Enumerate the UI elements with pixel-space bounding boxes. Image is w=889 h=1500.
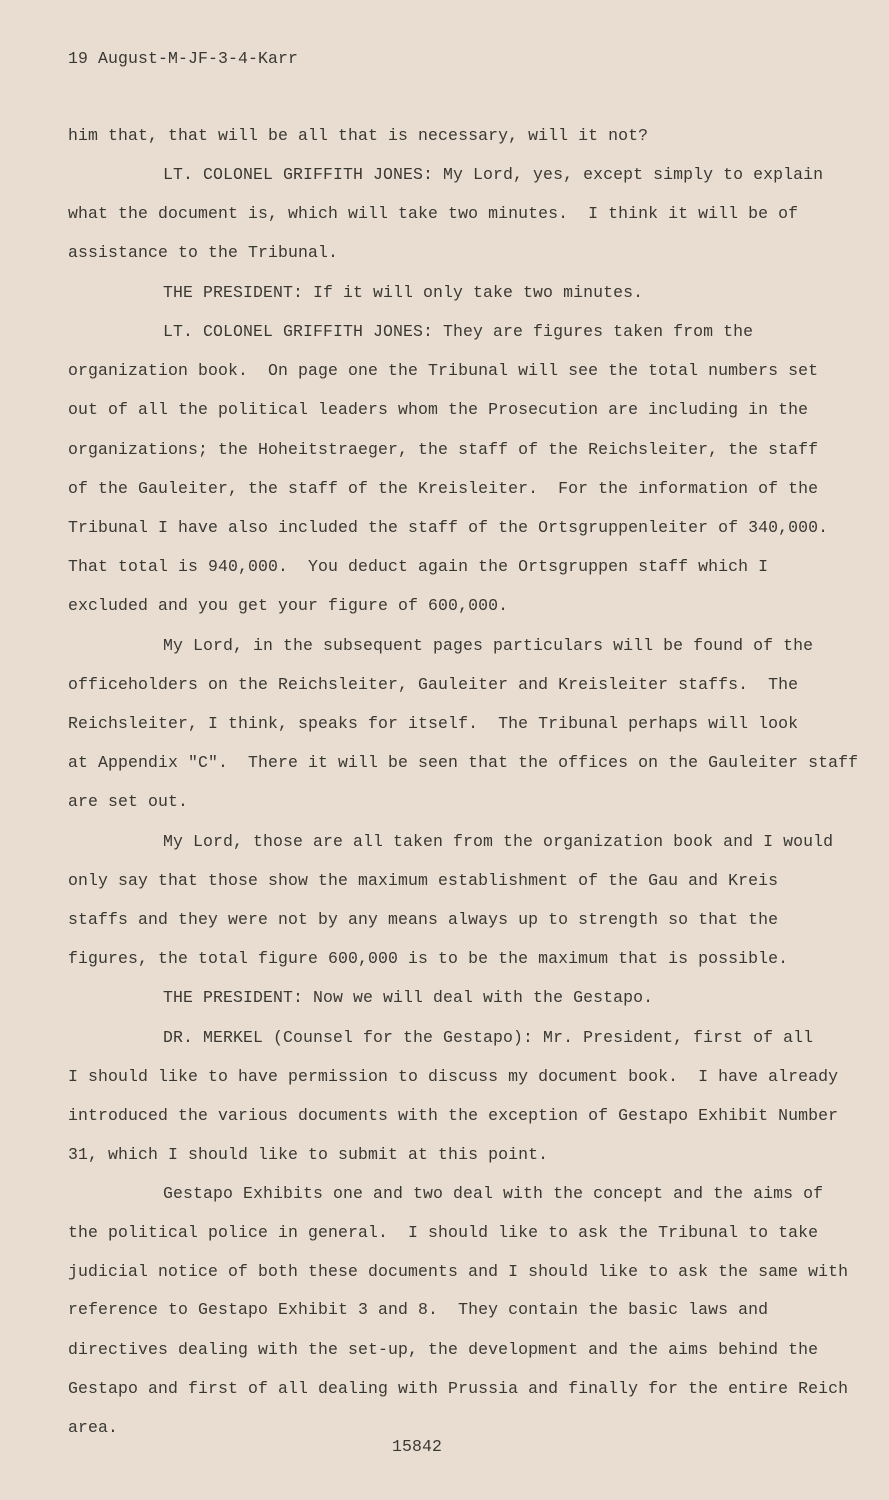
text-line: organization book. On page one the Tribunal will see the total numbers set <box>68 361 819 380</box>
text-line: out of all the political leaders whom the Prosecution are including in the <box>68 400 809 419</box>
text-line: organizations; the Hoheitstraeger, the staff of the Reichsleiter, the staff <box>68 440 819 459</box>
text-line: at Appendix "C". There it will be seen that the offices on the Gauleiter staff <box>68 753 859 772</box>
text-line: Gestapo Exhibits one and two deal with the concept and the aims of <box>163 1184 824 1203</box>
text-line: only say that those show the maximum establishment of the Gau and Kreis <box>68 871 779 890</box>
text-line: My Lord, in the subsequent pages particulars will be found of the <box>163 636 814 655</box>
text-line: him that, that will be all that is necessary, will it not? <box>68 126 649 145</box>
text-line: Gestapo and first of all dealing with Prussia and finally for the entire Reich <box>68 1379 849 1398</box>
text-line: DR. MERKEL (Counsel for the Gestapo): Mr. President, first of all <box>163 1028 814 1047</box>
text-line: reference to Gestapo Exhibit 3 and 8. They contain the basic laws and <box>68 1300 769 1319</box>
text-line: officeholders on the Reichsleiter, Gauleiter and Kreisleiter staffs. The <box>68 675 799 694</box>
text-line: what the document is, which will take two minutes. I think it will be of <box>68 204 799 223</box>
text-line: I should like to have permission to discuss my document book. I have already <box>68 1067 839 1086</box>
text-line: LT. COLONEL GRIFFITH JONES: My Lord, yes, except simply to explain <box>163 165 824 184</box>
text-line: THE PRESIDENT: Now we will deal with the Gestapo. <box>163 988 654 1007</box>
page-number: 15842 <box>392 1437 443 1456</box>
text-line: of the Gauleiter, the staff of the Kreisleiter. For the information of the <box>68 479 819 498</box>
text-line: 31, which I should like to submit at this point. <box>68 1145 549 1164</box>
text-line: area. <box>68 1418 119 1437</box>
text-line: figures, the total figure 600,000 is to be the maximum that is possible. <box>68 949 789 968</box>
text-line: directives dealing with the set-up, the development and the aims behind the <box>68 1340 819 1359</box>
text-line: THE PRESIDENT: If it will only take two minutes. <box>163 283 644 302</box>
text-line: LT. COLONEL GRIFFITH JONES: They are figures taken from the <box>163 322 754 341</box>
text-line: assistance to the Tribunal. <box>68 243 339 262</box>
text-line: Tribunal I have also included the staff of the Ortsgruppenleiter of 340,000. <box>68 518 829 537</box>
text-line: Reichsleiter, I think, speaks for itself. The Tribunal perhaps will look <box>68 714 799 733</box>
text-line: are set out. <box>68 792 189 811</box>
text-line: My Lord, those are all taken from the organization book and I would <box>163 832 834 851</box>
text-line: the political police in general. I should like to ask the Tribunal to take <box>68 1223 819 1242</box>
text-line: introduced the various documents with the exception of Gestapo Exhibit Number <box>68 1106 839 1125</box>
text-line: judicial notice of both these documents and I should like to ask the same with <box>68 1262 849 1281</box>
text-line: That total is 940,000. You deduct again the Ortsgruppen staff which I <box>68 557 769 576</box>
page-header: 19 August-M-JF-3-4-Karr <box>68 49 299 68</box>
text-line: staffs and they were not by any means always up to strength so that the <box>68 910 779 929</box>
text-line: excluded and you get your figure of 600,000. <box>68 596 509 615</box>
